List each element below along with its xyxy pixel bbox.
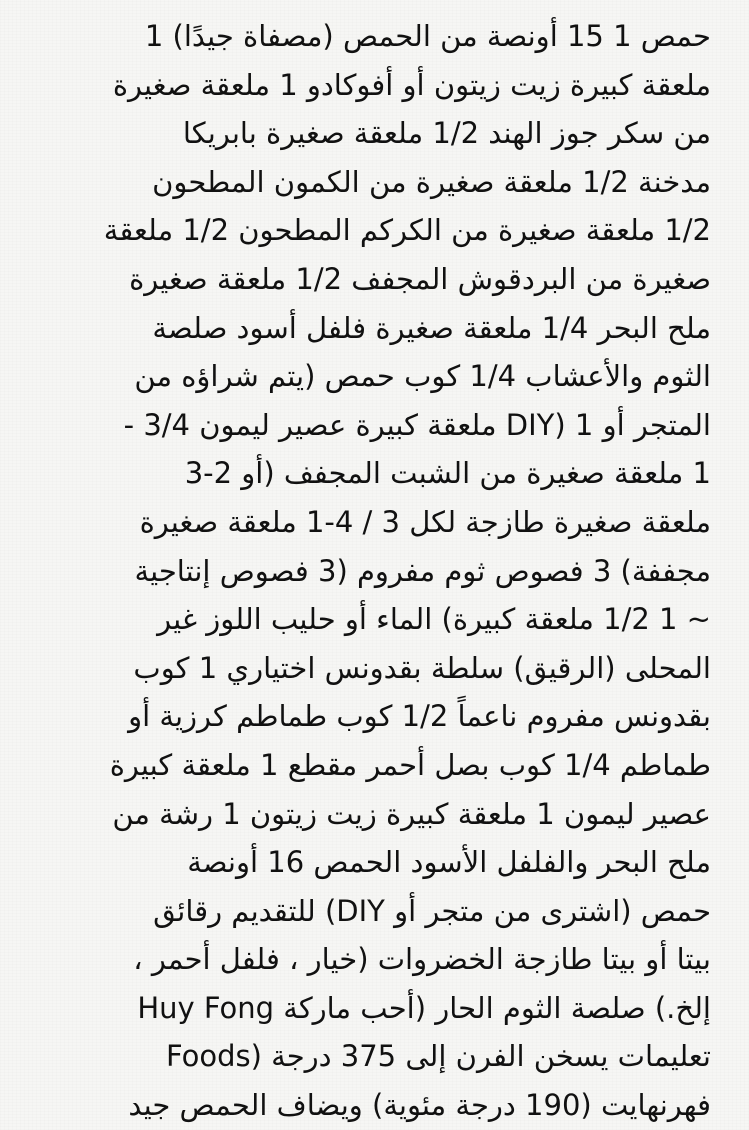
recipe-text-line: عصير ليمون 1 ملعقة كبيرة زيت زيتون 1 رشة من: [112, 796, 711, 831]
recipe-text-line: مدخنة 1/2 ملعقة صغيرة من الكمون المطحون: [152, 164, 711, 199]
recipe-text-line: حمص 1 15 أونصة من الحمص (مصفاة جيدًا) 1: [144, 19, 711, 53]
recipe-text-line: بقدونس مفروم ناعماً 1/2 كوب طماطم كرزية أو: [128, 699, 711, 734]
recipe-text-line: Foods) تعليمات يسخن الفرن إلى 375 درجة: [165, 1039, 711, 1074]
recipe-text-line: المحلى (الرقيق) سلطة بقدونس اختياري 1 كوب: [133, 650, 711, 685]
recipe-text-line: 1 ملعقة صغيرة من الشبت المجفف (أو 2-3: [184, 456, 711, 491]
recipe-text-line: إلخ.) صلصة الثوم الحار (أحب ماركة Huy Fong: [137, 990, 711, 1025]
recipe-text-line: المتجر أو DIY) 1 ملعقة كبيرة عصير ليمون 3/4 -: [123, 407, 711, 442]
recipe-text-line: الثوم والأعشاب 1/4 كوب حمص (يتم شراؤه من: [134, 359, 711, 394]
recipe-text-line: ملعقة كبيرة زيت زيتون أو أفوكادو 1 ملعقة صغيرة: [112, 67, 711, 102]
recipe-text-line: طماطم 1/4 كوب بصل أحمر مقطع 1 ملعقة كبيرة: [109, 747, 711, 782]
recipe-text-line: مجففة) 3 فصوص ثوم مفروم (3 فصوص إنتاجية: [134, 553, 711, 588]
recipe-text-body: [16, 12, 711, 1130]
recipe-text-line: ملعقة صغيرة طازجة لكل 3 / 4-1 ملعقة صغيرة: [139, 504, 711, 539]
recipe-text-line: ~ 1 1/2 ملعقة كبيرة) الماء أو حليب اللوز غير: [157, 602, 711, 637]
recipe-text-line: حمص (اشترى من متجر أو DIY) للتقديم رقائق: [153, 893, 711, 928]
recipe-text-line: صغيرة من البردقوش المجفف 1/2 ملعقة صغيرة: [129, 261, 711, 296]
recipe-text-line: بيتا أو بيتا طازجة الخضروات (خيار ، فلفل أحمر ،: [133, 942, 711, 977]
recipe-text-line: من سكر جوز الهند 1/2 ملعقة صغيرة بابريكا: [182, 116, 711, 151]
recipe-text-line: 1/2 ملعقة صغيرة من الكركم المطحون 1/2 ملعقة: [103, 213, 711, 248]
recipe-text-line: ملح البحر 1/4 ملعقة صغيرة فلفل أسود صلصة: [152, 310, 711, 345]
recipe-text-line: ملح البحر والفلفل الأسود الحمص 16 أونصة: [187, 845, 711, 880]
recipe-text-line: فهرنهايت (190 درجة مئوية) ويضاف الحمص جيد: [128, 1088, 711, 1123]
